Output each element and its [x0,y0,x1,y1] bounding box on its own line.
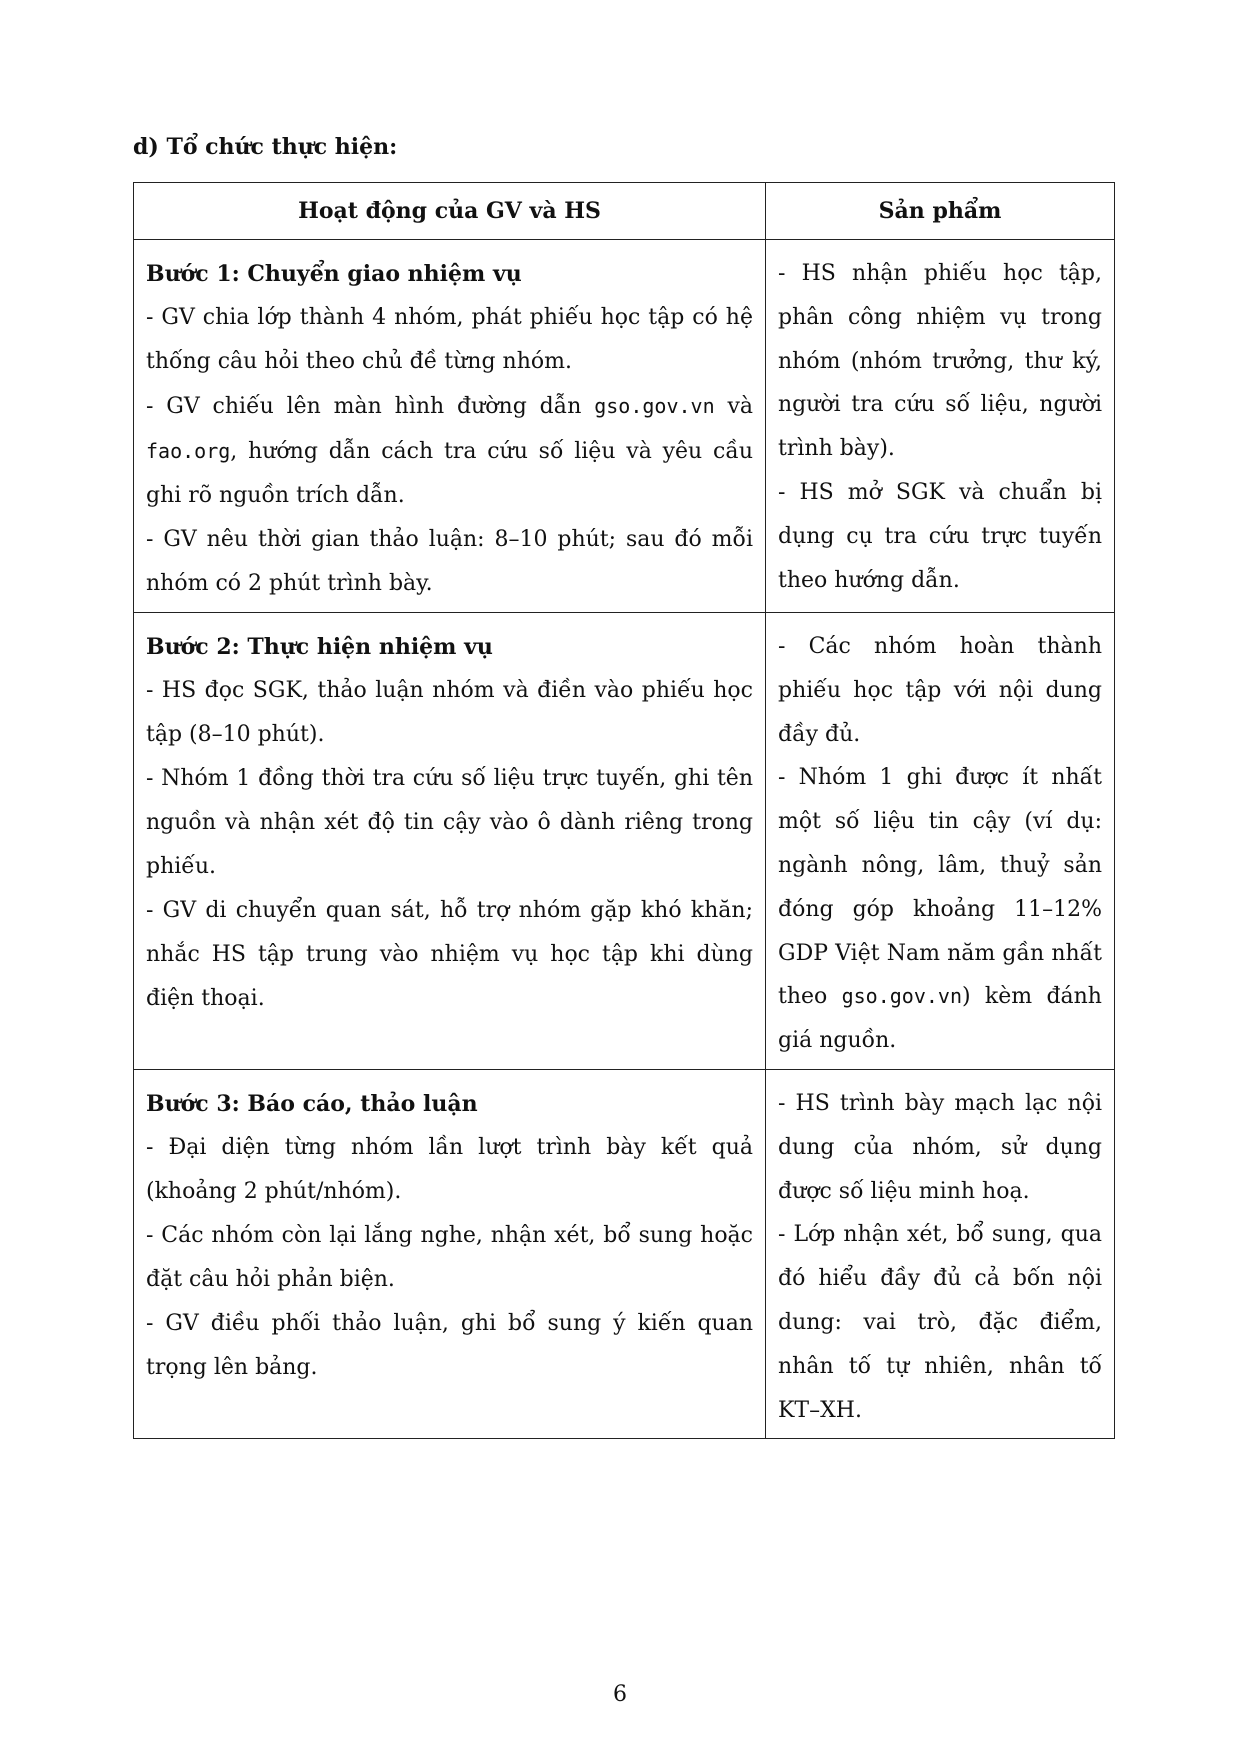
table-row-step-3 [134,1069,1115,1438]
activity-table [133,182,1115,1439]
products-cell [766,1069,1115,1438]
activity-item: - GV di chuyển quan sát, hỗ trợ nhóm gặp khó khăn; nhắc HS tập trung vào nhiệm vụ học tập khi dùng điện thoại. [146,898,753,1011]
product-item: - HS mở SGK và chuẩn bị dụng cụ tra cứu trực tuyến theo hướng dẫn. [778,479,1102,593]
product-item: - HS trình bày mạch lạc nội dung của nhóm, sử dụng được số liệu minh hoạ. [778,1090,1102,1204]
products-cell [766,613,1115,1070]
products-cell [766,240,1115,613]
section-heading: d) Tổ chức thực hiện: [133,134,398,160]
activities-cell [134,1069,766,1438]
page-number: 6 [613,1682,627,1707]
activity-item: - Nhóm 1 đồng thời tra cứu số liệu trực tuyến, ghi tên nguồn và nhận xét độ tin cậy vào ô dành riêng trong phiếu. [146,766,753,879]
activities-cell [134,613,766,1070]
link-fao: fao.org [146,439,231,463]
header-products: Sản phẩm [766,183,1115,240]
activity-item: - Các nhóm còn lại lắng nghe, nhận xét, bổ sung hoặc đặt câu hỏi phản biện. [146,1222,753,1292]
activity-item: - GV chia lớp thành 4 nhóm, phát phiếu học tập có hệ thống câu hỏi theo chủ đề từng nhóm. [146,305,753,374]
product-item: - HS nhận phiếu học tập, phân công nhiệm vụ trong nhóm (nhóm trưởng, thư ký, người tra cứu số liệu, người trình bày). [778,261,1102,462]
activity-item: - GV điều phối thảo luận, ghi bổ sung ý kiến quan trọng lên bảng. [146,1310,753,1380]
step-title: Bước 2: Thực hiện nhiệm vụ [146,634,493,660]
step-title: Bước 3: Báo cáo, thảo luận [146,1090,478,1117]
activity-item: - GV nêu thời gian thảo luận: 8–10 phút; sau đó mỗi nhóm có 2 phút trình bày. [146,527,753,596]
table-header-row [134,183,1115,240]
product-item: - Các nhóm hoàn thành phiếu học tập với nội dung đầy đủ. [778,634,1102,747]
activities-cell [134,240,766,613]
step-title: Bước 1: Chuyển giao nhiệm vụ [146,261,522,287]
header-activities: Hoạt động của GV và HS [134,183,766,240]
link-gso: gso.gov.vn [594,394,715,418]
table-row-step-2 [134,613,1115,1070]
activity-item: - Đại diện từng nhóm lần lượt trình bày kết quả (khoảng 2 phút/nhóm). [146,1134,753,1204]
link-gso: gso.gov.vn [841,984,963,1009]
activity-item: - GV chiếu lên màn hình đường dẫn gso.gov.vn và fao.org, hướng dẫn cách tra cứu số liệu và yêu cầu ghi rõ nguồn trích dẫn. [146,394,754,508]
activity-item: - HS đọc SGK, thảo luận nhóm và điền vào phiếu học tập (8–10 phút). [146,678,753,747]
product-item: - Lớp nhận xét, bổ sung, qua đó hiểu đầy đủ cả bốn nội dung: vai trò, đặc điểm, nhân tố tự nhiên, nhân tố KT–XH. [778,1222,1102,1423]
table-row-step-1 [134,240,1115,613]
product-item: - Nhóm 1 ghi được ít nhất một số liệu tin cậy (ví dụ: ngành nông, lâm, thuỷ sản đóng góp khoảng 11–12% GDP Việt Nam năm gần nhất theo gso.gov.vn) kèm đánh giá nguồn. [778,765,1102,1054]
